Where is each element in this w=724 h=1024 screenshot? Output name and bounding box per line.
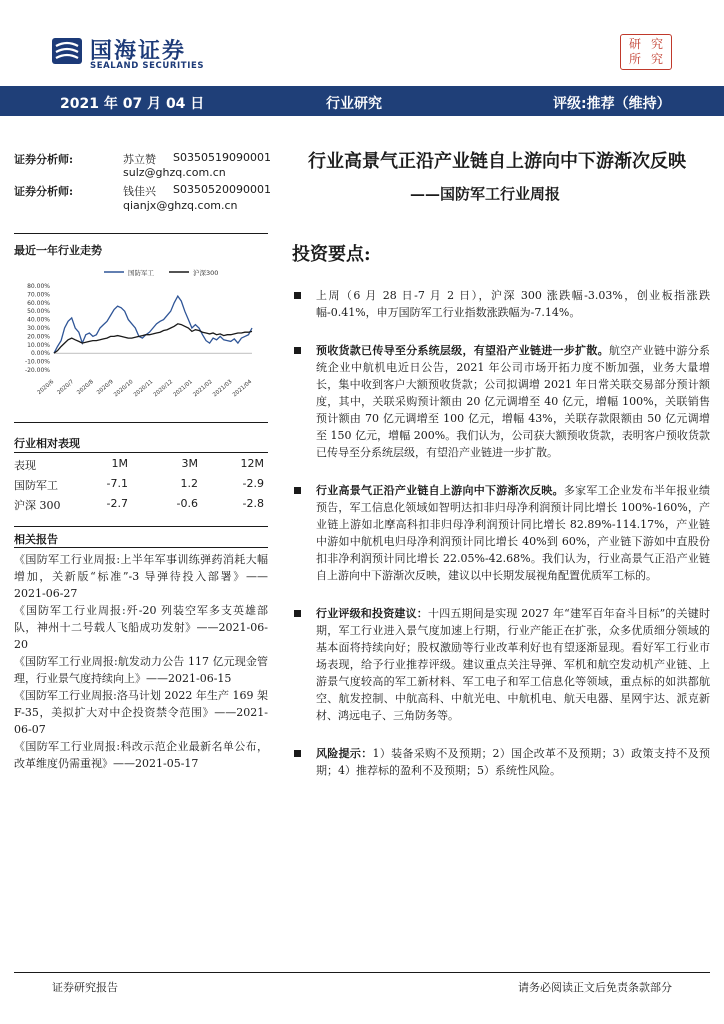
table-cell: -2.9 [242, 477, 264, 490]
bullet-square-icon [294, 347, 301, 354]
key-point-text: 十四五期间是实现 2027 年“建军百年奋斗目标”的关键时期，军工行业进入景气度加速上行期，行业产能正在扩张，众多优质细分领域的基本面将持续向好；股权激励等行业改革利好也有望逐渐显现。看好军工行业市场表现，给予行业推荐评级。建议重点关注导弹、军机和航空发动机产业链、上游景气度较高的军工新材料、军工电子和军工信息化等领域，重点标的如洪都航空、航发控制、中航高科、中航光电、中航机电、航天电器、星网宇达、派克新材、鸿远电子、三角防务等。 [316, 607, 711, 722]
x-tick-label: 2021/04 [231, 378, 254, 399]
y-tick-label: 10.00% [27, 341, 50, 349]
x-tick-label: 2020/12 [152, 378, 175, 399]
y-tick-label: 30.00% [27, 325, 50, 332]
footer-left-text: 证券研究报告 [52, 981, 118, 994]
table-cell: -7.1 [106, 477, 128, 490]
table-cell: 1.2 [180, 477, 198, 490]
key-point [292, 482, 710, 584]
key-point [292, 605, 710, 724]
key-point-heading: 风险提示： [316, 747, 373, 760]
analyst-label: 证券分析师: [14, 185, 74, 198]
stamp-char: 究 [650, 37, 663, 51]
report-category: 行业研究 [326, 96, 382, 112]
y-tick-label: 70.00% [27, 291, 50, 299]
x-tick-label: 2021/02 [192, 378, 214, 399]
key-points-list [292, 287, 710, 800]
key-point-text: 上周（6 月 28 日-7 月 2 日），沪深 300 涨跌幅-3.03%，创业板指涨跌幅-0.41%，申万国防军工行业指数涨跌幅为-7.14%。 [316, 289, 710, 319]
y-tick-label: -20.00% [24, 367, 50, 374]
y-tick-label: 20.00% [27, 333, 50, 341]
key-point-text: 多家军工企业发布半年报业绩预告，军工信息化领域如智明达扣非归母净利润预计同比增长 100%-160%，产业链上游如北摩高科扣非归母净利润预计同比增长 82.89%-114.17%，产业链中游如中航机电归母净利润预计同比增长 40%到 60%，产业链下游如中直股份扣非净利润预计同比增长 22.05%-42.68%。我们认为，行业高景气正沿产业链自上游向中下游渐次反映，建议以中长期发展视角配置优质军工标的。 [316, 484, 711, 582]
table-header-cell: 3M [181, 457, 198, 470]
legend-label: 国防军工 [128, 269, 154, 277]
y-tick-label: -10.00% [24, 358, 50, 366]
research-stamp [620, 34, 672, 70]
table-header-cell: 12M [240, 457, 264, 470]
table-cell: -2.8 [242, 497, 264, 510]
table-row [14, 495, 268, 515]
analyst-email[interactable]: qianjx@ghzq.com.cn [123, 199, 238, 212]
analyst-name: 苏立赞 [123, 153, 156, 166]
x-tick-label: 2020/6 [36, 378, 56, 396]
related-report-link[interactable]: 《国防军工行业周报:科改示范企业最新名单公布，改革维度仍需重视》——2021-05-17 [14, 740, 268, 770]
x-tick-label: 2020/7 [56, 378, 76, 396]
series-line [54, 296, 252, 353]
analyst-email[interactable]: sulz@ghzq.com.cn [123, 166, 226, 179]
x-tick-label: 2020/9 [95, 378, 115, 396]
report-rating: 评级:推荐（维持） [553, 96, 671, 112]
bullet-square-icon [294, 487, 301, 494]
key-point-heading: 行业评级和投资建议： [316, 607, 428, 620]
key-point [292, 342, 710, 461]
stamp-char: 研 [628, 37, 641, 51]
trend-section-title: 最近一年行业走势 [14, 244, 102, 257]
logo-name-en: SEALAND SECURITIES [90, 61, 205, 71]
analyst-name: 钱佳兴 [123, 185, 156, 198]
y-tick-label: 80.00% [27, 283, 50, 290]
table-header-cell: 1M [111, 457, 128, 470]
legend-label: 沪深300 [193, 269, 219, 277]
y-tick-label: 50.00% [27, 308, 50, 316]
y-tick-label: 40.00% [27, 316, 50, 324]
report-subtitle: ——国防军工行业周报 [410, 185, 561, 203]
table-cell: 沪深 300 [14, 499, 61, 512]
logo-name-cn: 国海证券 [90, 39, 187, 64]
key-points-title: 投资要点: [292, 244, 371, 265]
analyst-label: 证券分析师: [14, 153, 74, 166]
y-tick-label: 60.00% [27, 299, 50, 307]
section-divider [14, 547, 268, 548]
x-tick-label: 2020/8 [76, 378, 95, 396]
analyst-cert: S0350520090001 [173, 183, 271, 196]
stamp-char: 所 [628, 52, 641, 66]
table-header-cell: 表现 [14, 459, 36, 472]
performance-table [14, 455, 268, 515]
table-header-row [14, 455, 268, 475]
key-point-heading: 行业高景气正沿产业链自上游向中下游渐次反映。 [316, 484, 564, 497]
x-tick-label: 2020/11 [132, 378, 155, 399]
key-point-heading: 预收货款已传导至分系统层级，有望沿产业链进一步扩散。 [316, 344, 609, 357]
trend-chart [14, 260, 268, 402]
key-point [292, 287, 710, 321]
key-point-text: 1）装备采购不及预期；2）国企改革不及预期；3）政策支持不及预期；4）推荐标的盈利不及预期；5）系统性风险。 [316, 747, 710, 777]
stamp-char: 究 [650, 52, 663, 66]
related-report-link[interactable]: 《国防军工行业周报:歼-20 列装空军多支英雄部队，神州十二号载人飞船成功发射》——2021-06-20 [14, 604, 268, 651]
bullet-square-icon [294, 292, 301, 299]
y-tick-label: 0.00% [30, 350, 50, 358]
report-date: 2021 年 07 月 04 日 [60, 96, 205, 112]
x-tick-label: 2021/01 [172, 378, 194, 399]
report-info-band [0, 86, 724, 116]
table-cell: -0.6 [176, 497, 198, 510]
related-section-title: 相关报告 [14, 533, 58, 546]
footer-disclaimer: 请务必阅读正文后免责条款部分 [518, 981, 672, 994]
bullet-square-icon [294, 610, 301, 617]
table-top-rule [14, 452, 268, 453]
table-cell: -2.7 [106, 497, 128, 510]
section-divider [14, 526, 268, 527]
key-point [292, 745, 710, 779]
report-title: 行业高景气正沿产业链自上游向中下游渐次反映 [308, 151, 686, 172]
analyst-cert: S0350519090001 [173, 151, 271, 164]
performance-section-title: 行业相对表现 [14, 437, 80, 450]
section-divider [14, 422, 268, 423]
related-report-link[interactable]: 《国防军工行业周报:洛马计划 2022 年生产 169 架 F-35，美拟扩大对中企投资禁令范围》——2021-06-07 [14, 689, 268, 736]
table-row [14, 475, 268, 495]
footer-divider [14, 972, 710, 973]
report-header [0, 0, 724, 86]
section-divider [14, 233, 268, 234]
x-tick-label: 2021/03 [212, 378, 234, 399]
related-reports-list [14, 551, 268, 772]
bullet-square-icon [294, 750, 301, 757]
related-report-link[interactable]: 《国防军工行业周报:上半年军事训练弹药消耗大幅增加，关新版“标准”-3 导弹待投入部署》——2021-06-27 [14, 553, 268, 600]
key-point-text: 航空产业链中游分系统企业中航机电近日公告，2021 年公司市场开拓力度不断加强，业务大量增长，集中收到客户大额预收货款；公司拟调增 2021 年日常关联交易部分预计额度，其中，关联采购预计额由 20 亿元调增至 40 亿元，增幅 100%，关联销售预计额由 70 亿元调增至 100 亿元，增幅 43%，关联存款限额由 50 亿元调增至 150 亿元，增幅 200%。我们认为，公司获大额预收货款，表明客户预收货款已传导至分系统层级，有望沿产业链进一步扩散。 [316, 344, 711, 459]
sealand-logo-icon [52, 36, 82, 66]
table-cell: 国防军工 [14, 479, 58, 492]
related-report-link[interactable]: 《国防军工行业周报:航发动力公告 117 亿元现金管理，行业景气度持续向上》——2021-06-15 [14, 655, 268, 685]
x-tick-label: 2020/10 [113, 378, 135, 399]
